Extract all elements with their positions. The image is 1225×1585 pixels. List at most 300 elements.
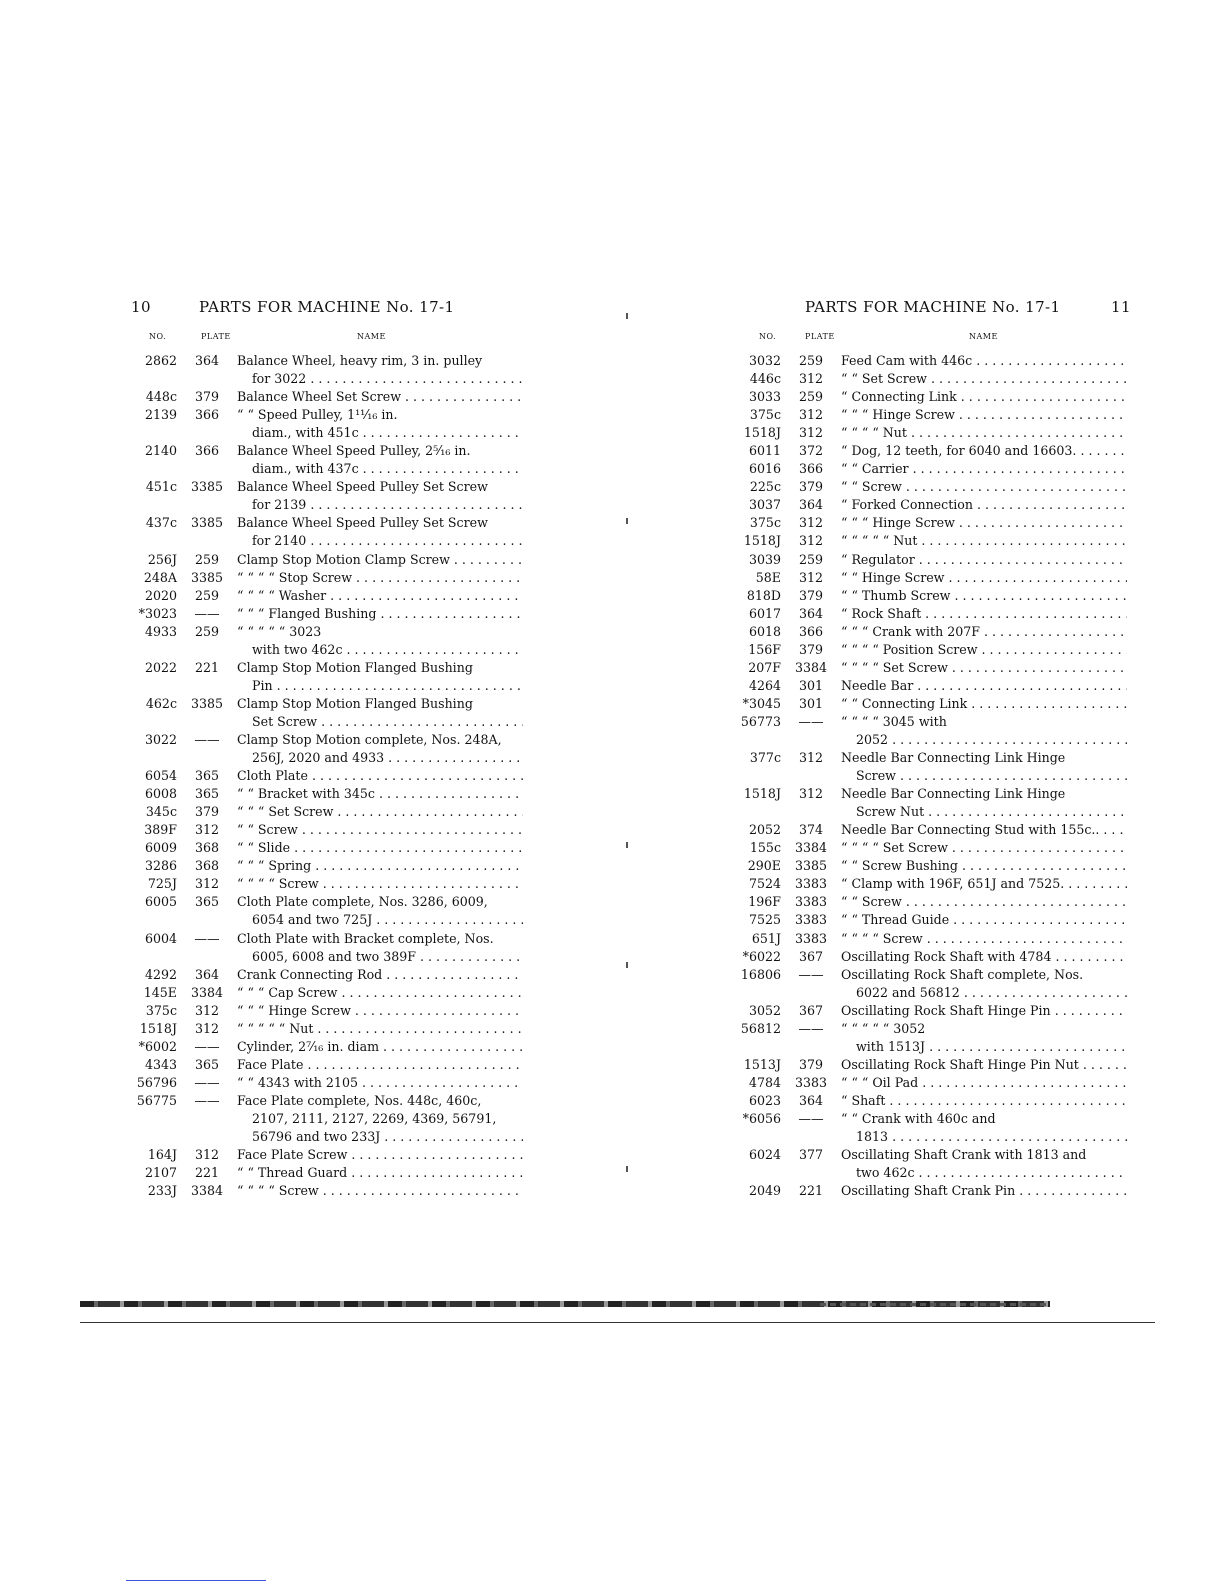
part-name-line	[237, 641, 523, 659]
part-name-text: “ “ “ “ Screw . . .	[841, 931, 1127, 946]
parts-row	[737, 605, 1127, 623]
part-name-text: “ “ “ “ “ Nut . . .	[841, 533, 1127, 548]
part-name	[237, 388, 523, 406]
plate-number: 259	[194, 623, 220, 639]
part-name-line	[237, 496, 523, 514]
part-name-text: Clamp Stop Motion Clamp Screw . . .	[237, 552, 523, 567]
part-name	[841, 551, 1127, 569]
part-name	[237, 731, 523, 767]
parts-row	[133, 984, 523, 1002]
part-name-text: Cylinder, 2⁷⁄₁₆ in. diam . . .	[237, 1039, 523, 1054]
parts-row	[737, 930, 1127, 948]
part-name-text: Balance Wheel Speed Pulley Set Screw	[237, 515, 488, 531]
part-number: 233J	[147, 1183, 177, 1199]
plate-number: 312	[798, 515, 824, 531]
part-number: 155c	[749, 840, 781, 856]
parts-row	[133, 1020, 523, 1038]
part-name-line	[237, 893, 523, 911]
part-name-line	[841, 460, 1127, 478]
plate-number: 3385	[190, 515, 224, 531]
part-name	[237, 1074, 523, 1092]
part-name-text: “ “ “ Spring . . .	[237, 858, 523, 873]
parts-row	[737, 785, 1127, 821]
part-name-line	[237, 695, 523, 713]
part-name-text: 2052 . . .	[856, 732, 1127, 747]
part-number: 451c	[145, 479, 177, 495]
part-number: 2022	[144, 659, 177, 675]
part-name-line	[237, 984, 523, 1002]
parts-row	[133, 605, 523, 623]
plate-number: 367	[798, 948, 824, 964]
part-number: 7525	[748, 912, 781, 928]
part-name	[841, 713, 1127, 749]
part-name	[237, 623, 523, 659]
part-name-text: 1813 . . .	[856, 1129, 1127, 1144]
part-name-text: Oscillating Rock Shaft Hinge Pin . . .	[841, 1003, 1127, 1018]
part-name-text: Face Plate complete, Nos. 448c, 460c,	[237, 1092, 482, 1108]
footer-link-underline	[126, 1580, 266, 1581]
part-name-line	[841, 731, 1127, 749]
part-name	[841, 496, 1127, 514]
plate-number: 366	[194, 443, 220, 459]
part-number: 6009	[144, 840, 177, 856]
part-name-text: Screw Nut . . .	[856, 804, 1127, 819]
part-name-line	[237, 677, 523, 695]
parts-row	[133, 388, 523, 406]
part-name-text: Pin . . .	[252, 678, 523, 693]
part-name	[237, 785, 523, 803]
plate-number: 301	[798, 677, 824, 693]
part-number: 651J	[751, 930, 781, 946]
left-column-headers	[133, 332, 523, 346]
part-number: 345c	[145, 804, 177, 820]
plate-number: ——	[194, 1074, 220, 1090]
part-name-text: Balance Wheel Set Screw . . .	[237, 389, 523, 404]
plate-number: 379	[798, 587, 824, 603]
plate-number: 312	[194, 822, 220, 838]
plate-number: ——	[798, 1020, 824, 1036]
part-name-text: “ Forked Connection . . .	[841, 497, 1127, 512]
part-number: 207F	[748, 659, 781, 675]
part-number: 156F	[748, 641, 781, 657]
part-name-line	[237, 532, 523, 550]
part-number: 375c	[749, 515, 781, 531]
parts-row	[737, 1020, 1127, 1056]
part-name-text: “ “ “ “ “ 3023	[237, 623, 322, 639]
part-name	[841, 1056, 1127, 1074]
part-number: 6023	[748, 1092, 781, 1108]
part-name	[841, 749, 1127, 785]
part-number: 375c	[145, 1002, 177, 1018]
plate-number: 366	[194, 407, 220, 423]
part-name-text: “ “ Thread Guard . . .	[237, 1165, 523, 1180]
parts-row	[737, 442, 1127, 460]
parts-row	[737, 1056, 1127, 1074]
part-name-text: “ “ “ Crank with 207F . . .	[841, 624, 1127, 639]
plate-number: ——	[194, 1092, 220, 1108]
part-name-text: Needle Bar Connecting Link Hinge	[841, 750, 1066, 766]
plate-number: 368	[194, 858, 220, 874]
part-name-line	[237, 911, 523, 929]
part-name	[237, 1182, 523, 1200]
part-number: *3023	[138, 605, 177, 621]
parts-row	[133, 478, 523, 514]
part-name-line	[237, 1110, 523, 1128]
part-name-text: “ “ “ Cap Screw . . .	[237, 985, 523, 1000]
part-name	[237, 1092, 523, 1146]
part-name-line	[237, 388, 523, 406]
plate-number: 312	[194, 1002, 220, 1018]
part-name-text: “ “ Thumb Screw . . .	[841, 588, 1127, 603]
plate-number: 379	[798, 641, 824, 657]
parts-row	[737, 1002, 1127, 1020]
part-name-line	[841, 424, 1127, 442]
parts-row	[737, 911, 1127, 929]
part-name	[841, 569, 1127, 587]
part-number: 225c	[749, 479, 781, 495]
part-name-line	[237, 514, 523, 532]
part-name	[841, 948, 1127, 966]
plate-number: 301	[798, 695, 824, 711]
plate-number: 366	[798, 623, 824, 639]
parts-row	[737, 460, 1127, 478]
part-name	[841, 930, 1127, 948]
parts-row	[133, 695, 523, 731]
parts-row	[737, 496, 1127, 514]
part-number: 2140	[144, 443, 177, 459]
part-name	[841, 352, 1127, 370]
part-name	[237, 1038, 523, 1056]
part-name-text: “ “ “ Set Screw . . .	[237, 804, 523, 819]
plate-number: ——	[194, 731, 220, 747]
plate-number: ——	[194, 1038, 220, 1054]
plate-number: 379	[798, 479, 824, 495]
part-name	[841, 893, 1127, 911]
part-name-line	[237, 803, 523, 821]
part-name	[841, 1182, 1127, 1200]
part-name-line	[237, 1020, 523, 1038]
parts-row	[133, 442, 523, 478]
part-number: 16806	[740, 966, 781, 982]
parts-row	[133, 1038, 523, 1056]
plate-number: 364	[194, 353, 220, 368]
parts-row	[133, 875, 523, 893]
part-name-text: “ “ Speed Pulley, 1¹¹⁄₁₆ in.	[237, 407, 398, 423]
part-name-text: “ “ “ “ Position Screw . . .	[841, 642, 1127, 657]
part-name-line	[841, 1020, 1127, 1038]
part-name-line	[237, 966, 523, 984]
plate-number: ——	[798, 713, 824, 729]
part-name-text: Face Plate Screw . . .	[237, 1147, 523, 1162]
part-name-line	[841, 388, 1127, 406]
parts-row	[737, 424, 1127, 442]
part-name-text: Cloth Plate . . .	[237, 768, 523, 783]
part-number: 6024	[748, 1147, 781, 1163]
part-name-line	[237, 948, 523, 966]
parts-row	[737, 839, 1127, 857]
part-name-text: “ “ “ Hinge Screw . . .	[237, 1003, 523, 1018]
part-name-line	[237, 1038, 523, 1056]
plate-number: 312	[194, 1020, 220, 1036]
part-name-text: Face Plate . . .	[237, 1057, 523, 1072]
plate-number: 312	[798, 425, 824, 441]
plate-number: 3384	[794, 659, 828, 675]
part-number: 448c	[145, 389, 177, 405]
plate-number: 221	[194, 659, 220, 675]
parts-row	[737, 569, 1127, 587]
right-running-head	[737, 298, 1131, 320]
parts-row	[737, 1182, 1127, 1200]
plate-number: 312	[798, 407, 824, 423]
part-number: 1518J	[743, 786, 781, 802]
part-name-text: for 2139 . . .	[252, 497, 523, 512]
parts-row	[133, 406, 523, 442]
plate-number: 365	[194, 894, 220, 910]
part-name-text: 56796 and two 233J . . .	[252, 1129, 523, 1144]
left-page-title: PARTS FOR MACHINE No. 17-1	[199, 298, 455, 316]
parts-row	[737, 641, 1127, 659]
plate-number: 3384	[190, 1183, 224, 1199]
parts-row	[737, 1074, 1127, 1092]
plate-number: 3385	[190, 479, 224, 495]
plate-number: 377	[798, 1147, 824, 1163]
part-name-text: Needle Bar Connecting Stud with 155c.. . . .	[841, 822, 1127, 837]
part-name-line	[841, 821, 1127, 839]
part-name	[841, 442, 1127, 460]
part-number: 256J	[147, 551, 177, 567]
parts-row	[133, 1002, 523, 1020]
part-name-text: Set Screw . . .	[252, 714, 523, 729]
part-number: 6004	[144, 930, 177, 946]
part-name-line	[237, 1002, 523, 1020]
part-name-line	[841, 713, 1127, 731]
part-name-line	[841, 587, 1127, 605]
parts-row	[737, 532, 1127, 550]
part-name-line	[841, 442, 1127, 460]
plate-number: 365	[194, 786, 220, 802]
part-number: 4292	[144, 966, 177, 982]
plate-number: 365	[194, 1056, 220, 1072]
part-name-line	[237, 1146, 523, 1164]
part-number: 2139	[144, 407, 177, 423]
part-name	[841, 695, 1127, 713]
plate-number: 312	[798, 569, 824, 585]
part-number: 6054	[144, 768, 177, 784]
part-name-text: “ “ “ “ Washer . . .	[237, 588, 523, 603]
part-name-line	[841, 605, 1127, 623]
part-name-line	[841, 857, 1127, 875]
part-name-line	[237, 406, 523, 424]
parts-row	[133, 1092, 523, 1146]
part-name-line	[237, 749, 523, 767]
part-name-text: 6005, 6008 and two 389F . . .	[252, 949, 523, 964]
gutter-mark	[626, 842, 628, 848]
part-name	[841, 388, 1127, 406]
part-name-text: “ “ “ “ Screw . . .	[237, 1183, 523, 1198]
part-name-text: 2107, 2111, 2127, 2269, 4369, 56791,	[252, 1110, 497, 1126]
plate-number: 364	[798, 497, 824, 513]
part-name-line	[841, 514, 1127, 532]
right-parts-list	[737, 352, 1127, 1200]
part-number: 4784	[748, 1074, 781, 1090]
part-name-text: two 462c . . .	[856, 1165, 1127, 1180]
gutter-mark	[626, 962, 628, 968]
parts-row	[737, 713, 1127, 749]
part-name-text: “ “ Crank with 460c and	[841, 1110, 996, 1126]
part-name-text: Feed Cam with 446c . . .	[841, 353, 1127, 368]
part-name-text: “ “ Thread Guide . . .	[841, 912, 1127, 927]
part-name	[237, 514, 523, 550]
part-name-text: diam., with 437c . . .	[252, 461, 523, 476]
plate-number: 3383	[794, 894, 828, 910]
part-name-line	[237, 767, 523, 785]
part-number: 375c	[749, 407, 781, 423]
parts-row	[133, 1182, 523, 1200]
part-name	[237, 1020, 523, 1038]
plate-number: 221	[194, 1165, 220, 1181]
part-name	[841, 1002, 1127, 1020]
part-number: *6002	[138, 1038, 177, 1054]
part-number: *6056	[742, 1110, 781, 1126]
parts-row	[737, 370, 1127, 388]
left-header-plate: PLATE	[201, 332, 231, 341]
part-name-text: “ “ Set Screw . . .	[841, 371, 1127, 386]
parts-row	[737, 821, 1127, 839]
left-parts-list	[133, 352, 523, 1200]
parts-row	[133, 1056, 523, 1074]
plate-number: 379	[798, 1056, 824, 1072]
part-number: 7524	[748, 876, 781, 892]
part-number: 3286	[144, 858, 177, 874]
plate-number: 374	[798, 822, 824, 838]
left-page-number: 10	[131, 298, 151, 316]
parts-row	[737, 587, 1127, 605]
left-running-head	[133, 298, 523, 320]
part-name-text: “ “ “ “ “ 3052	[841, 1020, 926, 1036]
part-name-line	[237, 1164, 523, 1182]
plate-number: 312	[798, 371, 824, 387]
part-name-line	[237, 460, 523, 478]
part-name-text: “ “ Carrier . . .	[841, 461, 1127, 476]
part-name-line	[841, 875, 1127, 893]
part-name-line	[841, 839, 1127, 857]
part-number: 3052	[748, 1002, 781, 1018]
part-name-line	[841, 1182, 1127, 1200]
plate-number: ——	[194, 930, 220, 946]
part-name-line	[237, 930, 523, 948]
part-name-text: 6022 and 56812 . . .	[856, 985, 1127, 1000]
part-name-line	[841, 984, 1127, 1002]
part-number: 6011	[748, 443, 781, 459]
part-name-line	[841, 478, 1127, 496]
part-name-line	[841, 623, 1127, 641]
part-name-line	[841, 532, 1127, 550]
part-name-line	[841, 893, 1127, 911]
part-name-text: “ “ “ “ Screw . . .	[237, 876, 523, 891]
plate-number: 364	[194, 966, 220, 982]
part-name-line	[841, 1128, 1127, 1146]
part-number: 164J	[147, 1147, 177, 1163]
part-name-text: Oscillating Rock Shaft Hinge Pin Nut . . .	[841, 1057, 1127, 1072]
part-name-text: Cloth Plate with Bracket complete, Nos.	[237, 930, 494, 946]
left-header-name: NAME	[357, 332, 386, 341]
part-name	[841, 1110, 1127, 1146]
plate-number: 3383	[794, 912, 828, 928]
part-name-line	[237, 1056, 523, 1074]
part-name-text: “ Shaft . . .	[841, 1093, 1127, 1108]
part-name	[237, 352, 523, 388]
plate-number: 3385	[190, 695, 224, 711]
part-name-text: “ “ “ “ Nut . . .	[841, 425, 1127, 440]
part-name-text: Clamp Stop Motion complete, Nos. 248A,	[237, 731, 502, 747]
part-number: 56796	[136, 1074, 177, 1090]
part-name-line	[841, 911, 1127, 929]
part-name	[237, 442, 523, 478]
part-name	[841, 532, 1127, 550]
gutter-mark	[626, 313, 628, 319]
part-name	[841, 659, 1127, 677]
part-name	[841, 1074, 1127, 1092]
parts-row	[737, 1092, 1127, 1110]
part-name	[841, 1146, 1127, 1182]
part-name-line	[237, 785, 523, 803]
plate-number: 3383	[794, 1074, 828, 1090]
part-name-text: Crank Connecting Rod . . .	[237, 967, 523, 982]
parts-row	[133, 767, 523, 785]
parts-row	[133, 803, 523, 821]
part-number: 389F	[144, 822, 177, 838]
part-name-text: “ “ “ Flanged Bushing . . .	[237, 606, 523, 621]
part-name-text: Screw . . .	[856, 768, 1127, 783]
part-name	[237, 406, 523, 442]
part-number: 3037	[748, 497, 781, 513]
part-name	[237, 1164, 523, 1182]
part-number: 1518J	[743, 533, 781, 549]
part-name-text: “ “ Connecting Link . . .	[841, 696, 1127, 711]
part-name-line	[237, 731, 523, 749]
plate-number: 367	[798, 1002, 824, 1018]
part-name	[841, 857, 1127, 875]
part-name	[237, 569, 523, 587]
plate-number: 372	[798, 443, 824, 459]
part-name-line	[237, 659, 523, 677]
plate-number: 3383	[794, 930, 828, 946]
part-number: 1518J	[743, 425, 781, 441]
right-column-headers	[737, 332, 1127, 346]
part-number: 4343	[144, 1056, 177, 1072]
part-name-line	[237, 839, 523, 857]
plate-number: 221	[798, 1183, 824, 1199]
plate-number: 312	[194, 1147, 220, 1163]
part-name	[841, 605, 1127, 623]
part-name-line	[237, 623, 523, 641]
right-header-name: NAME	[969, 332, 998, 341]
parts-row	[133, 785, 523, 803]
parts-row	[737, 749, 1127, 785]
part-name-text: with two 462c . . .	[252, 642, 523, 657]
right-page	[737, 298, 1131, 1200]
part-name-text: Needle Bar . . .	[841, 678, 1127, 693]
plate-number: 368	[194, 840, 220, 856]
part-name-text: 6054 and two 725J . . .	[252, 912, 523, 927]
parts-row	[133, 514, 523, 550]
part-name-line	[841, 749, 1127, 767]
parts-row	[737, 875, 1127, 893]
part-number: 3033	[748, 389, 781, 405]
part-name	[237, 839, 523, 857]
part-name	[841, 514, 1127, 532]
scan-edge-band-fade	[820, 1303, 1050, 1306]
